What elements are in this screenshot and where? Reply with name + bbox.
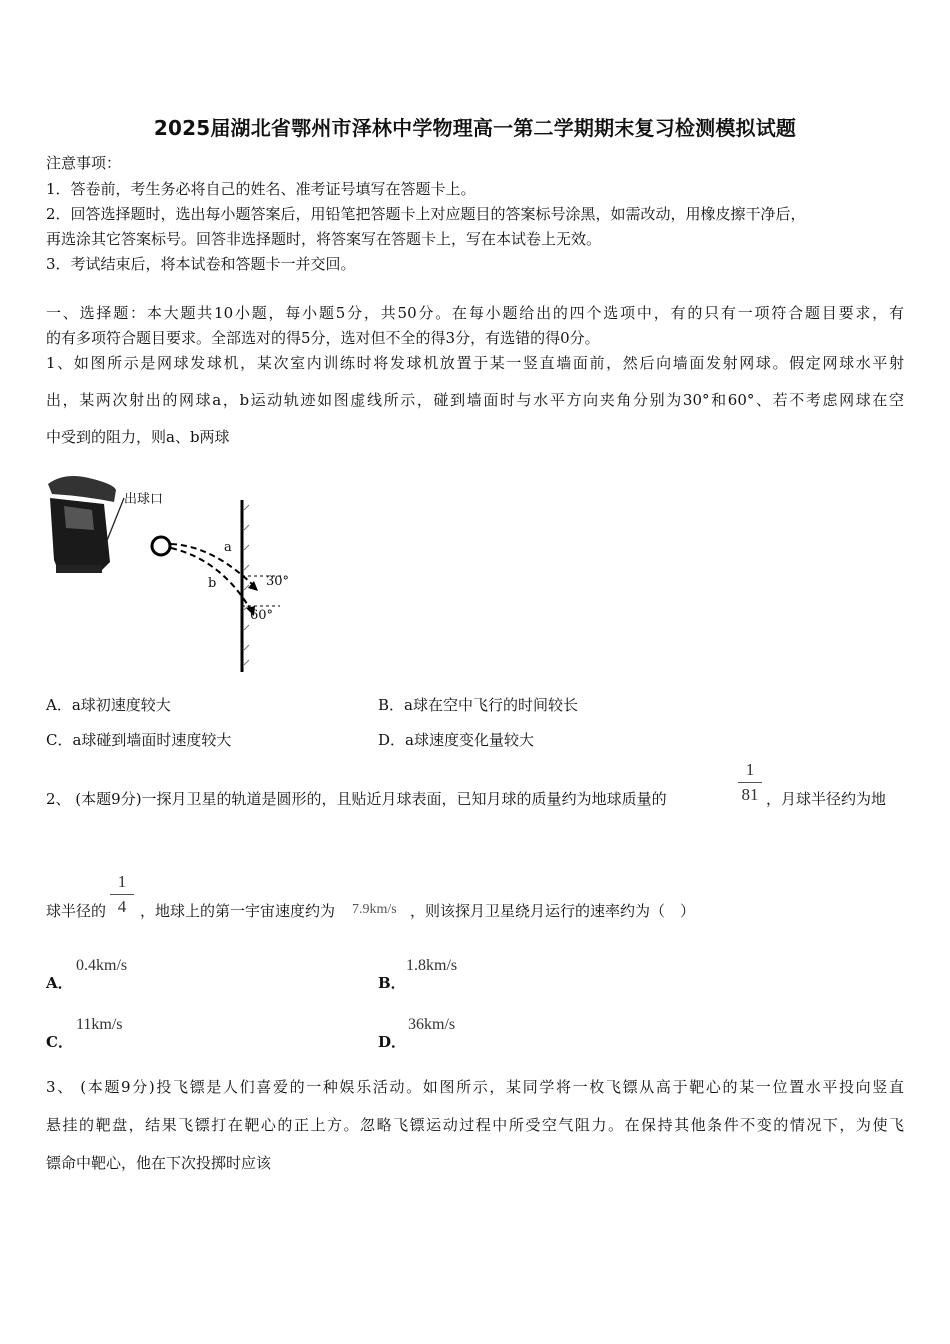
q3-text-line1: 3、 (本题9分)投飞镖是人们喜爱的一种娱乐活动。如图所示，某同学将一枚飞镖从高于靶心的某一位置水平投向竖直 [46, 1078, 904, 1096]
tennis-ball [152, 537, 170, 555]
q1-option-c[interactable]: C．a球碰到墙面时速度较大 [46, 731, 232, 749]
arrow-a [248, 581, 258, 591]
notice-item-2-cont: 再选涂其它答案标号。回答非选择题时，将答案写在答题卡上，写在本试卷上无效。 [46, 230, 602, 248]
fraction-bar [738, 782, 762, 783]
q1-text-line1: 1、如图所示是网球发球机，某次室内训练时将发球机放置于某一竖直墙面前，然后向墙面发射网球。假定网球水平射 [46, 354, 904, 372]
launcher-top [48, 476, 116, 502]
q3-text-line3: 镖命中靶心，他在下次投掷时应该 [46, 1154, 272, 1172]
fraction-numerator: 1 [117, 872, 127, 891]
fraction-bar [110, 894, 134, 895]
wall-hatching [244, 505, 249, 665]
fraction-1-4 [110, 872, 134, 917]
fraction-1-81 [738, 760, 762, 805]
q2-text-part4: ，地球上的第一宇宙速度约为 [140, 902, 336, 920]
q2-option-a-label[interactable]: A． [46, 974, 73, 992]
q2-option-d-label[interactable]: D． [378, 1033, 407, 1051]
outlet-label: 出球口 [124, 492, 164, 507]
q3-text-line2: 悬挂的靶盘，结果飞镖打在靶心的正上方。忽略飞镖运动过程中所受空气阻力。在保持其他条件不变的情况下，为使飞 [46, 1116, 904, 1134]
notice-item-1: 1．答卷前，考生务必将自己的姓名、准考证号填写在答题卡上。 [46, 180, 476, 198]
q1-text-line2: 出，某两次射出的网球a，b运动轨迹如图虚线所示，碰到墙面时与水平方向夹角分别为30°和60°、若不考虑网球在空 [46, 391, 904, 409]
q1-text-line3: 中受到的阻力，则a、b两球 [46, 428, 230, 446]
launcher-base [56, 565, 102, 573]
q2-option-c-value[interactable]: 11km/s [76, 1016, 123, 1033]
q1-option-d[interactable]: D．a球速度变化量较大 [378, 731, 534, 749]
q2-text-part2: ，月球半径约为地 [766, 790, 887, 808]
outlet-leader-line [104, 498, 124, 548]
section-intro-line2: 的有多项符合题目要求。全部选对的得5分，选对但不全的得3分，有选错的得0分。 [46, 329, 600, 347]
notice-item-2: 2．回答选择题时，选出每小题答案后，用铅笔把答题卡上对应题目的答案标号涂黑，如需改动，用橡皮擦干净后， [46, 205, 806, 223]
q2-text-part5: ，则该探月卫星绕月运行的速率约为（ ） [410, 902, 696, 920]
q2-option-b-label[interactable]: B． [378, 974, 406, 992]
fraction-denominator: 4 [117, 897, 127, 916]
page-title: 2025届湖北省鄂州市泽林中学物理高一第二学期期末复习检测模拟试题 [153, 116, 797, 140]
q1-option-b[interactable]: B．a球在空中飞行的时间较长 [378, 696, 578, 714]
notice-item-3: 3．考试结束后，将本试卷和答题卡一并交回。 [46, 255, 356, 273]
fraction-numerator: 1 [745, 760, 755, 779]
q2-speed-value: 7.9km/s [352, 902, 397, 917]
fraction-denominator: 81 [741, 785, 759, 804]
q2-option-d-value[interactable]: 36km/s [408, 1016, 456, 1033]
q2-option-c-label[interactable]: C． [46, 1033, 73, 1051]
q2-option-b-value[interactable]: 1.8km/s [406, 957, 458, 974]
section-intro-line1: 一、选择题：本大题共10小题，每小题5分，共50分。在每小题给出的四个选项中，有的只有一项符合题目要求，有 [46, 304, 904, 322]
q2-text-part1: 2、 (本题9分)一探月卫星的轨道是圆形的，且贴近月球表面，已知月球的质量约为地球质量的 [46, 790, 667, 808]
launcher-diagram [44, 470, 304, 680]
angle-b-label: 60° [250, 608, 274, 623]
angle-a-label: 30° [266, 574, 290, 589]
q2-text-part3: 球半径的 [46, 902, 107, 920]
trajectory-a-label: a [224, 540, 232, 555]
q1-figure [44, 470, 304, 680]
notice-heading: 注意事项： [46, 154, 122, 172]
trajectory-b-label: b [208, 576, 217, 591]
q2-option-a-value[interactable]: 0.4km/s [76, 957, 128, 974]
q1-option-a[interactable]: A．a球初速度较大 [46, 696, 171, 714]
